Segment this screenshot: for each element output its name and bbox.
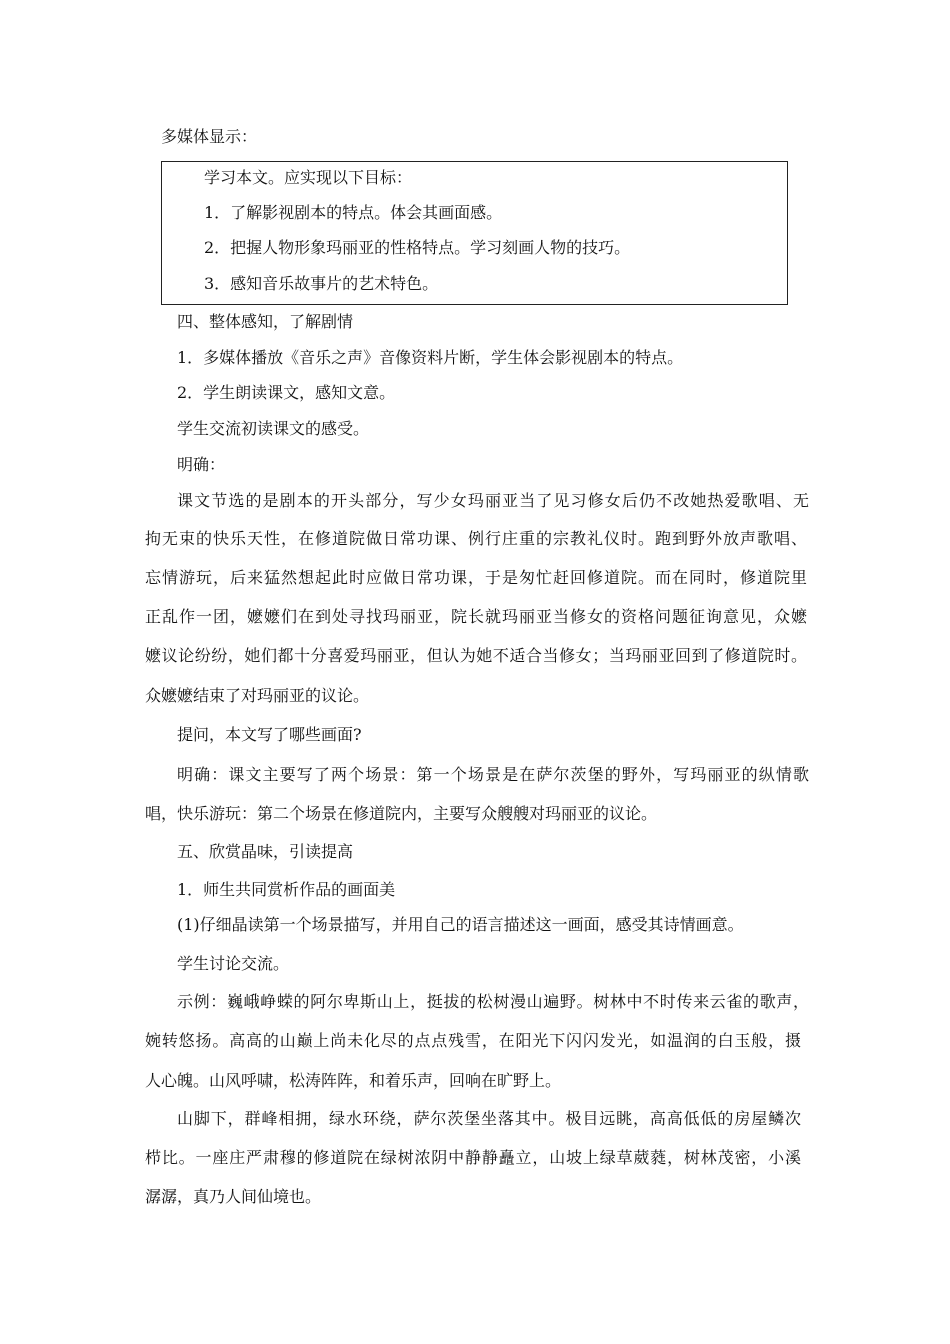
clarify-line: 正乱作一团，嬷嬷们在到处寻找玛丽亚，院长就玛丽亚当修女的资格问题征询意见，众嬷 xyxy=(145,607,807,626)
objective-item: 1．了解影视剧本的特点。体会其画面感。 xyxy=(204,203,503,222)
example-line: 人心魄。山风呼啸，松涛阵阵，和着乐声，回响在旷野上。 xyxy=(145,1071,562,1090)
question: 提问，本文写了哪些画面? xyxy=(177,725,362,744)
paragraph: (1)仔细晶读第一个场景描写，并用自己的语言描述这一画面，感受其诗情画意。 xyxy=(177,915,744,934)
objectives-box xyxy=(161,161,788,305)
answer-line: 唱，快乐游玩：第二个场景在修道院内，主要写众艘艘对玛丽亚的议论。 xyxy=(145,804,658,823)
foot-line: 山脚下，群峰相拥，绿水环绕，萨尔茨堡坐落其中。极目远眺，高高低低的房屋鳞次 xyxy=(177,1109,801,1128)
objective-item: 3．感知音乐故事片的艺术特色。 xyxy=(204,274,439,293)
clarify-line: 众嬷嬷结束了对玛丽亚的议论。 xyxy=(145,686,370,705)
section-heading: 四、整体感知，了解剧情 xyxy=(177,312,354,331)
paragraph: 2．学生朗读课文，感知文意。 xyxy=(177,383,396,402)
objectives-intro: 学习本文。应实现以下目标： xyxy=(204,168,413,187)
paragraph: 1．师生共同赏析作品的画面美 xyxy=(177,880,396,899)
section-heading: 五、欣赏晶味，引读提高 xyxy=(177,842,354,861)
clarify-label: 明确： xyxy=(177,455,226,474)
clarify-line: 课文节选的是剧本的开头部分，写少女玛丽亚当了见习修女后仍不改她热爱歌唱、无 xyxy=(177,491,809,510)
paragraph: 学生交流初读课文的感受。 xyxy=(177,419,370,438)
objective-item: 2．把握人物形象玛丽亚的性格特点。学习刻画人物的技巧。 xyxy=(204,238,631,257)
clarify-line: 嬷议论纷纷，她们都十分喜爱玛丽亚，但认为她不适合当修女；当玛丽亚回到了修道院时。 xyxy=(145,646,807,665)
example-line: 婉转悠扬。高高的山巅上尚未化尽的点点残雪，在阳光下闪闪发光，如温润的白玉般，摄 xyxy=(145,1031,801,1050)
clarify-line: 忘情游玩，后来猛然想起此时应做日常功课，于是匆忙赶回修道院。而在同时，修道院里 xyxy=(145,568,807,587)
paragraph: 学生讨论交流。 xyxy=(177,954,290,973)
answer-line: 明确：课文主要写了两个场景：第一个场景是在萨尔茨堡的野外，写玛丽亚的纵情歌 xyxy=(177,765,809,784)
paragraph: 1．多媒体播放《音乐之声》音像资料片断，学生体会影视剧本的特点。 xyxy=(177,348,684,367)
multimedia-label: 多媒体显示： xyxy=(161,127,258,146)
foot-line: 栉比。一座庄严肃穆的修道院在绿树浓阴中静静矗立，山坡上绿草葳蕤，树林茂密，小溪 xyxy=(145,1148,801,1167)
foot-line: 潺潺，真乃人间仙境也。 xyxy=(145,1187,322,1206)
example-line: 示例：巍峨峥蝾的阿尔卑斯山上，挺拔的松树漫山遍野。树林中不时传来云雀的歌声， xyxy=(177,992,809,1011)
clarify-line: 拘无束的快乐天性，在修道院做日常功课、例行庄重的宗教礼仪时。跑到野外放声歌唱、 xyxy=(145,529,807,548)
